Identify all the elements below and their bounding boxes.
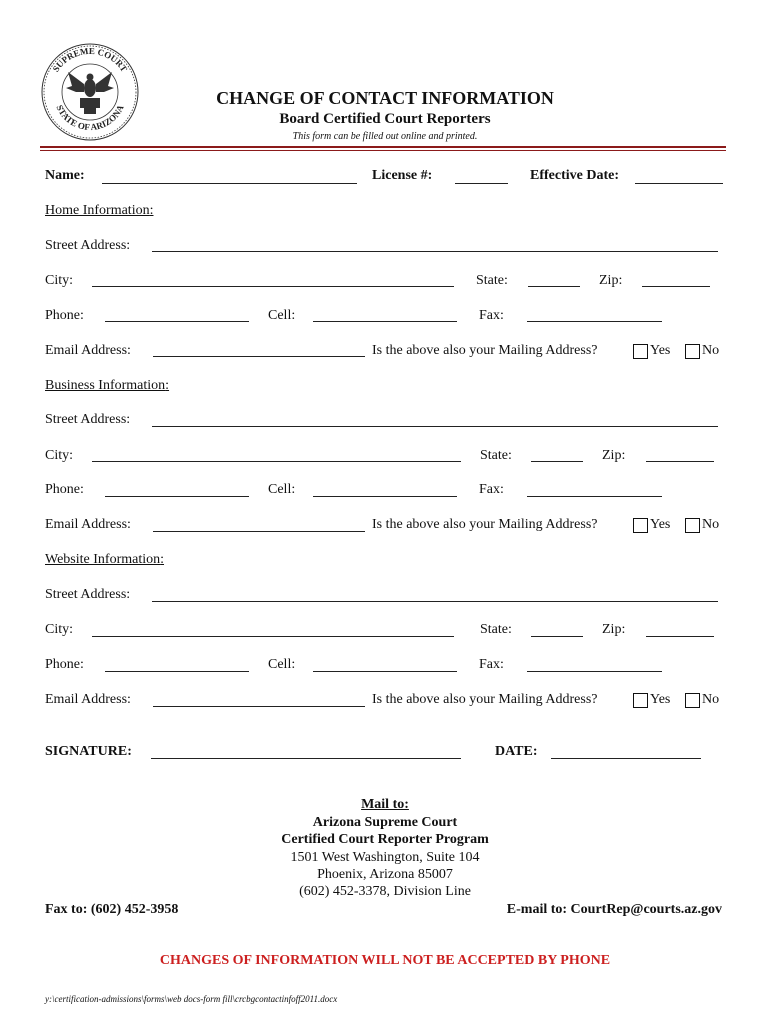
home-fax-label: Fax:: [479, 308, 504, 323]
business-street-label: Street Address:: [45, 412, 131, 427]
website-fax-label: Fax:: [479, 657, 504, 672]
home-yes-checkbox[interactable]: [633, 344, 648, 359]
website-no-label: No: [702, 692, 720, 707]
home-email-field[interactable]: [153, 356, 365, 357]
signature-label: SIGNATURE:: [45, 744, 132, 759]
website-state-field[interactable]: [531, 636, 583, 637]
business-state-field[interactable]: [531, 461, 583, 462]
header-rule: [40, 146, 726, 148]
svg-text:SUPREME COURT: [51, 46, 130, 74]
website-street-label: Street Address:: [45, 587, 131, 602]
business-cell-field[interactable]: [313, 496, 457, 497]
home-heading: Home Information:: [45, 203, 154, 218]
website-phone-label: Phone:: [45, 657, 84, 672]
seal-top-text: SUPREME COURT: [50, 45, 130, 74]
home-city-label: City:: [45, 273, 74, 288]
mail-street: 1501 West Washington, Suite 104: [290, 850, 480, 865]
license-label: License #:: [372, 168, 433, 183]
business-state-label: State:: [480, 448, 512, 463]
phone-warning: CHANGES OF INFORMATION WILL NOT BE ACCEPTED BY PHONE: [159, 953, 611, 968]
home-no-checkbox[interactable]: [685, 344, 700, 359]
fax-to: Fax to: (602) 452-3958: [45, 902, 179, 917]
home-no-label: No: [702, 343, 720, 358]
home-cell-field[interactable]: [313, 321, 457, 322]
mail-phone: (602) 452-3378, Division Line: [299, 884, 471, 899]
business-yes-label: Yes: [650, 517, 671, 532]
business-zip-field[interactable]: [646, 461, 714, 462]
website-cell-label: Cell:: [268, 657, 296, 672]
business-zip-label: Zip:: [602, 448, 626, 463]
business-heading: Business Information:: [45, 378, 170, 393]
business-yes-checkbox[interactable]: [633, 518, 648, 533]
business-email-label: Email Address:: [45, 517, 131, 532]
form-subtitle: Board Certified Court Reporters: [279, 111, 491, 127]
footer-path: y:\certification-admissions\forms\web docs-form fill\crcbgcontactinfoff2011.docx: [45, 994, 338, 1004]
business-fax-field[interactable]: [527, 496, 662, 497]
website-city-label: City:: [45, 622, 74, 637]
seal-bottom-text: STATE OF ARIZONA: [54, 103, 126, 133]
home-phone-label: Phone:: [45, 308, 84, 323]
home-state-label: State:: [476, 273, 508, 288]
home-zip-field[interactable]: [642, 286, 710, 287]
effective-date-label: Effective Date:: [530, 168, 620, 183]
business-phone-label: Phone:: [45, 482, 84, 497]
home-street-label: Street Address:: [45, 238, 131, 253]
signature-field[interactable]: [151, 758, 461, 759]
name-label: Name:: [45, 168, 85, 183]
date-label: DATE:: [495, 744, 538, 759]
business-mailing-question: Is the above also your Mailing Address?: [372, 517, 598, 532]
home-email-label: Email Address:: [45, 343, 131, 358]
website-yes-label: Yes: [650, 692, 671, 707]
website-heading: Website Information:: [45, 552, 165, 567]
form-note: This form can be filled out online and printed.: [292, 131, 478, 142]
header-rule-thin: [40, 150, 726, 151]
website-cell-field[interactable]: [313, 671, 457, 672]
mail-program: Certified Court Reporter Program: [281, 832, 489, 847]
home-cell-label: Cell:: [268, 308, 296, 323]
home-phone-field[interactable]: [105, 321, 249, 322]
website-no-checkbox[interactable]: [685, 693, 700, 708]
business-street-field[interactable]: [152, 426, 718, 427]
home-yes-label: Yes: [650, 343, 671, 358]
home-fax-field[interactable]: [527, 321, 662, 322]
business-no-label: No: [702, 517, 720, 532]
business-no-checkbox[interactable]: [685, 518, 700, 533]
website-mailing-question: Is the above also your Mailing Address?: [372, 692, 598, 707]
form-title: CHANGE OF CONTACT INFORMATION: [216, 88, 554, 108]
website-phone-field[interactable]: [105, 671, 249, 672]
mail-org: Arizona Supreme Court: [312, 815, 458, 830]
website-zip-label: Zip:: [602, 622, 626, 637]
business-fax-label: Fax:: [479, 482, 504, 497]
name-field[interactable]: [102, 183, 357, 184]
effective-date-field[interactable]: [635, 183, 723, 184]
website-email-label: Email Address:: [45, 692, 131, 707]
website-state-label: State:: [480, 622, 512, 637]
website-fax-field[interactable]: [527, 671, 662, 672]
business-phone-field[interactable]: [105, 496, 249, 497]
business-city-label: City:: [45, 448, 74, 463]
business-email-field[interactable]: [153, 531, 365, 532]
home-zip-label: Zip:: [599, 273, 623, 288]
license-field[interactable]: [455, 183, 508, 184]
website-city-field[interactable]: [92, 636, 454, 637]
business-cell-label: Cell:: [268, 482, 296, 497]
email-to: E-mail to: CourtRep@courts.az.gov: [506, 902, 722, 917]
home-city-field[interactable]: [92, 286, 454, 287]
mail-city: Phoenix, Arizona 85007: [317, 867, 453, 882]
mail-heading: Mail to:: [361, 797, 409, 812]
website-yes-checkbox[interactable]: [633, 693, 648, 708]
home-mailing-question: Is the above also your Mailing Address?: [372, 343, 598, 358]
business-city-field[interactable]: [92, 461, 461, 462]
date-field[interactable]: [551, 758, 701, 759]
website-street-field[interactable]: [152, 601, 718, 602]
website-zip-field[interactable]: [646, 636, 714, 637]
website-email-field[interactable]: [153, 706, 365, 707]
home-street-field[interactable]: [152, 251, 718, 252]
home-state-field[interactable]: [528, 286, 580, 287]
